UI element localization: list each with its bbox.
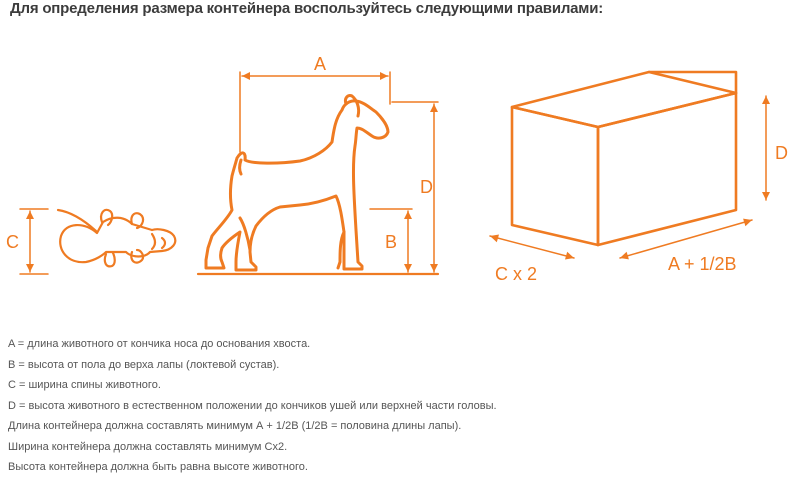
label-c: C [6,232,19,252]
rule-container-height: Высота контейнера должна быть равна высоте животного. [8,461,308,473]
rule-a-definition: A = длина животного от кончика носа до основания хвоста. [8,338,311,350]
dimension-a-length [240,72,390,152]
label-box-height: D [775,143,788,163]
dimension-box-width [490,236,574,258]
container-box-illustration [512,72,736,245]
label-d-dog: D [420,177,433,197]
page-heading: Для определения размера контейнера воспользуйтесь следующими правилами: [10,0,604,17]
rules-list [8,334,788,478]
rule-c-definition: C = ширина спины животного. [8,379,161,391]
label-a: A [314,54,327,74]
label-box-length: A + 1/2B [668,254,737,274]
dog-side-view-illustration [206,95,388,270]
rule-container-width: Ширина контейнера должна составлять минимум Сх2. [8,440,288,453]
rule-container-length: Длина контейнера должна составлять минимум А + 1/2В (1/2В = половина длины лапы). [8,420,462,432]
label-box-width: C x 2 [495,264,538,284]
dimension-c-width [20,209,48,274]
dog-top-view-illustration [58,210,175,267]
dimension-box-length [620,220,752,258]
label-b: B [385,232,398,252]
rule-b-definition: B = высота от пола до верха лапы (локтевой сустав). [8,358,280,371]
rule-d-definition: D = высота животного в естественном положении до кончиков ушей или верхней части головы. [8,399,497,412]
